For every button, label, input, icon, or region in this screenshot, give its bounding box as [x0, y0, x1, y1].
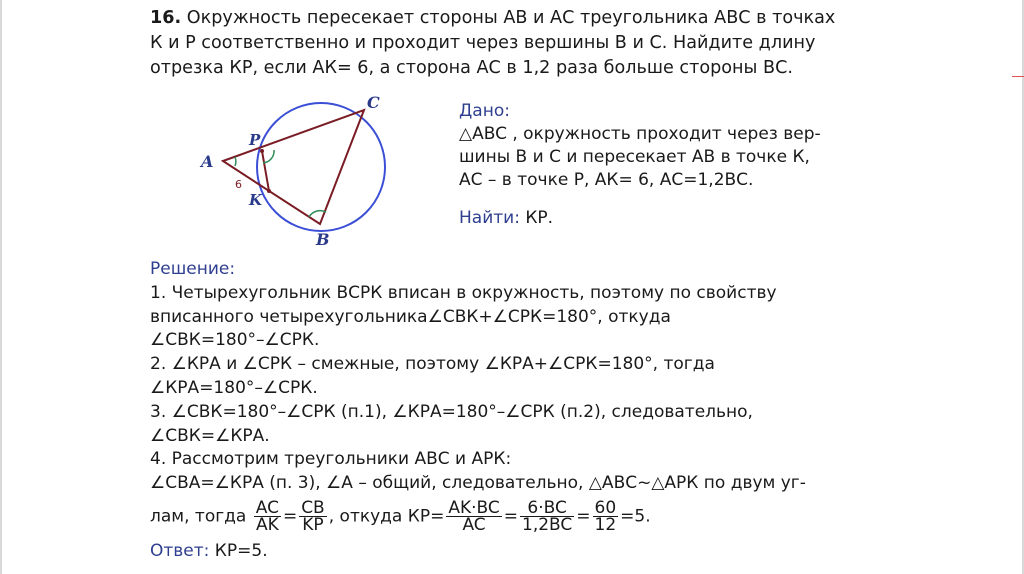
point-k	[267, 189, 271, 193]
fraction-cb-kp: $\frac{CB}{KP}$	[301, 497, 325, 535]
solution-line-6: 3. ∠СВК=180°–∠СРК (п.1), ∠КРА=180°–∠СРК (п.2), следовательно,	[150, 401, 753, 422]
label-ak-length: 6	[235, 178, 242, 191]
solution-line-7: ∠СВК=∠КРА.	[150, 425, 270, 446]
solution-final-line: лам, тогда $\frac{AC}{AK}$ = $\frac{CB}{KP}$ , откуда КР= $\frac{AK\cdot BC}{AC}$ = $\frac{6\cdot BC}{1,2BC}$ = $\frac{60}{12}$ =5.	[150, 497, 651, 535]
triangle-abc	[223, 110, 364, 224]
solution-line-8: 4. Рассмотрим треугольники АВС и АРК:	[150, 449, 512, 470]
label-a: A	[201, 152, 214, 171]
geometry-figure	[195, 95, 395, 255]
circle	[257, 103, 385, 231]
given-line-2: шины В и С и пересекает АВ в точке К,	[459, 147, 810, 167]
problem-statement	[150, 6, 870, 81]
problem-line-3: отрезка КР, если АК= 6, а сторона АС в 1,2 раза больше стороны ВС.	[150, 58, 793, 78]
left-edge-line	[0, 0, 2, 574]
answer-heading: Ответ:	[150, 541, 210, 561]
problem-number: 16.	[150, 8, 182, 28]
fraction-akbc-ac: $\frac{AK\cdot BC}{AC}$	[448, 497, 500, 535]
fraction-ac-ak: $\frac{AC}{AK}$	[255, 497, 279, 535]
given-block	[459, 100, 879, 192]
segment-kp	[262, 151, 269, 191]
find-block	[459, 207, 553, 230]
solution-line-9: ∠СВА=∠КРА (п. 3), ∠А – общий, следовательно, △АВС~△АРК по двум уг-	[150, 473, 806, 494]
given-line-1: △ABC , окружность проходит через вер-	[459, 124, 821, 144]
label-c: C	[367, 95, 380, 112]
solution-block	[150, 258, 870, 533]
point-p	[260, 149, 264, 153]
answer-text: КР=5.	[209, 541, 268, 561]
solution-line-4: 2. ∠КРА и ∠СРК – смежные, поэтому ∠КРА+∠СРК=180°, тогда	[150, 354, 715, 375]
problem-line-2: К и Р соответственно и проходит через вершины В и С. Найдите длину	[150, 33, 816, 53]
solution-line-1: 1. Четырехугольник ВСРК вписан в окружность, поэтому по свойству	[150, 282, 777, 303]
label-b: B	[316, 230, 330, 249]
label-k: K	[249, 191, 263, 209]
solution-line-2: вписанного четырехугольника∠СВК+∠СРК=180°, откуда	[150, 306, 671, 327]
edge-tick	[1012, 76, 1024, 77]
solution-line-5: ∠КРА=180°–∠СРК.	[150, 377, 318, 398]
given-heading: Дано:	[459, 101, 510, 121]
solution-line-3: ∠СВК=180°–∠СРК.	[150, 330, 320, 351]
answer-block	[150, 540, 268, 563]
problem-line-1: 16. Окружность пересекает стороны АВ и АС треугольника АВС в точках	[150, 8, 836, 28]
angle-arc-a	[235, 157, 236, 166]
fraction-60-12: $\frac{60}{12}$	[594, 497, 617, 535]
find-heading: Найти:	[459, 208, 520, 228]
fraction-6bc-12bc: $\frac{6\cdot BC}{1,2BC}$	[522, 497, 573, 535]
find-text: КР.	[519, 208, 554, 228]
label-p: P	[249, 131, 261, 149]
solution-heading: Решение:	[150, 259, 236, 279]
given-line-3: АС – в точке Р, АК= 6, АС=1,2ВС.	[459, 170, 754, 190]
